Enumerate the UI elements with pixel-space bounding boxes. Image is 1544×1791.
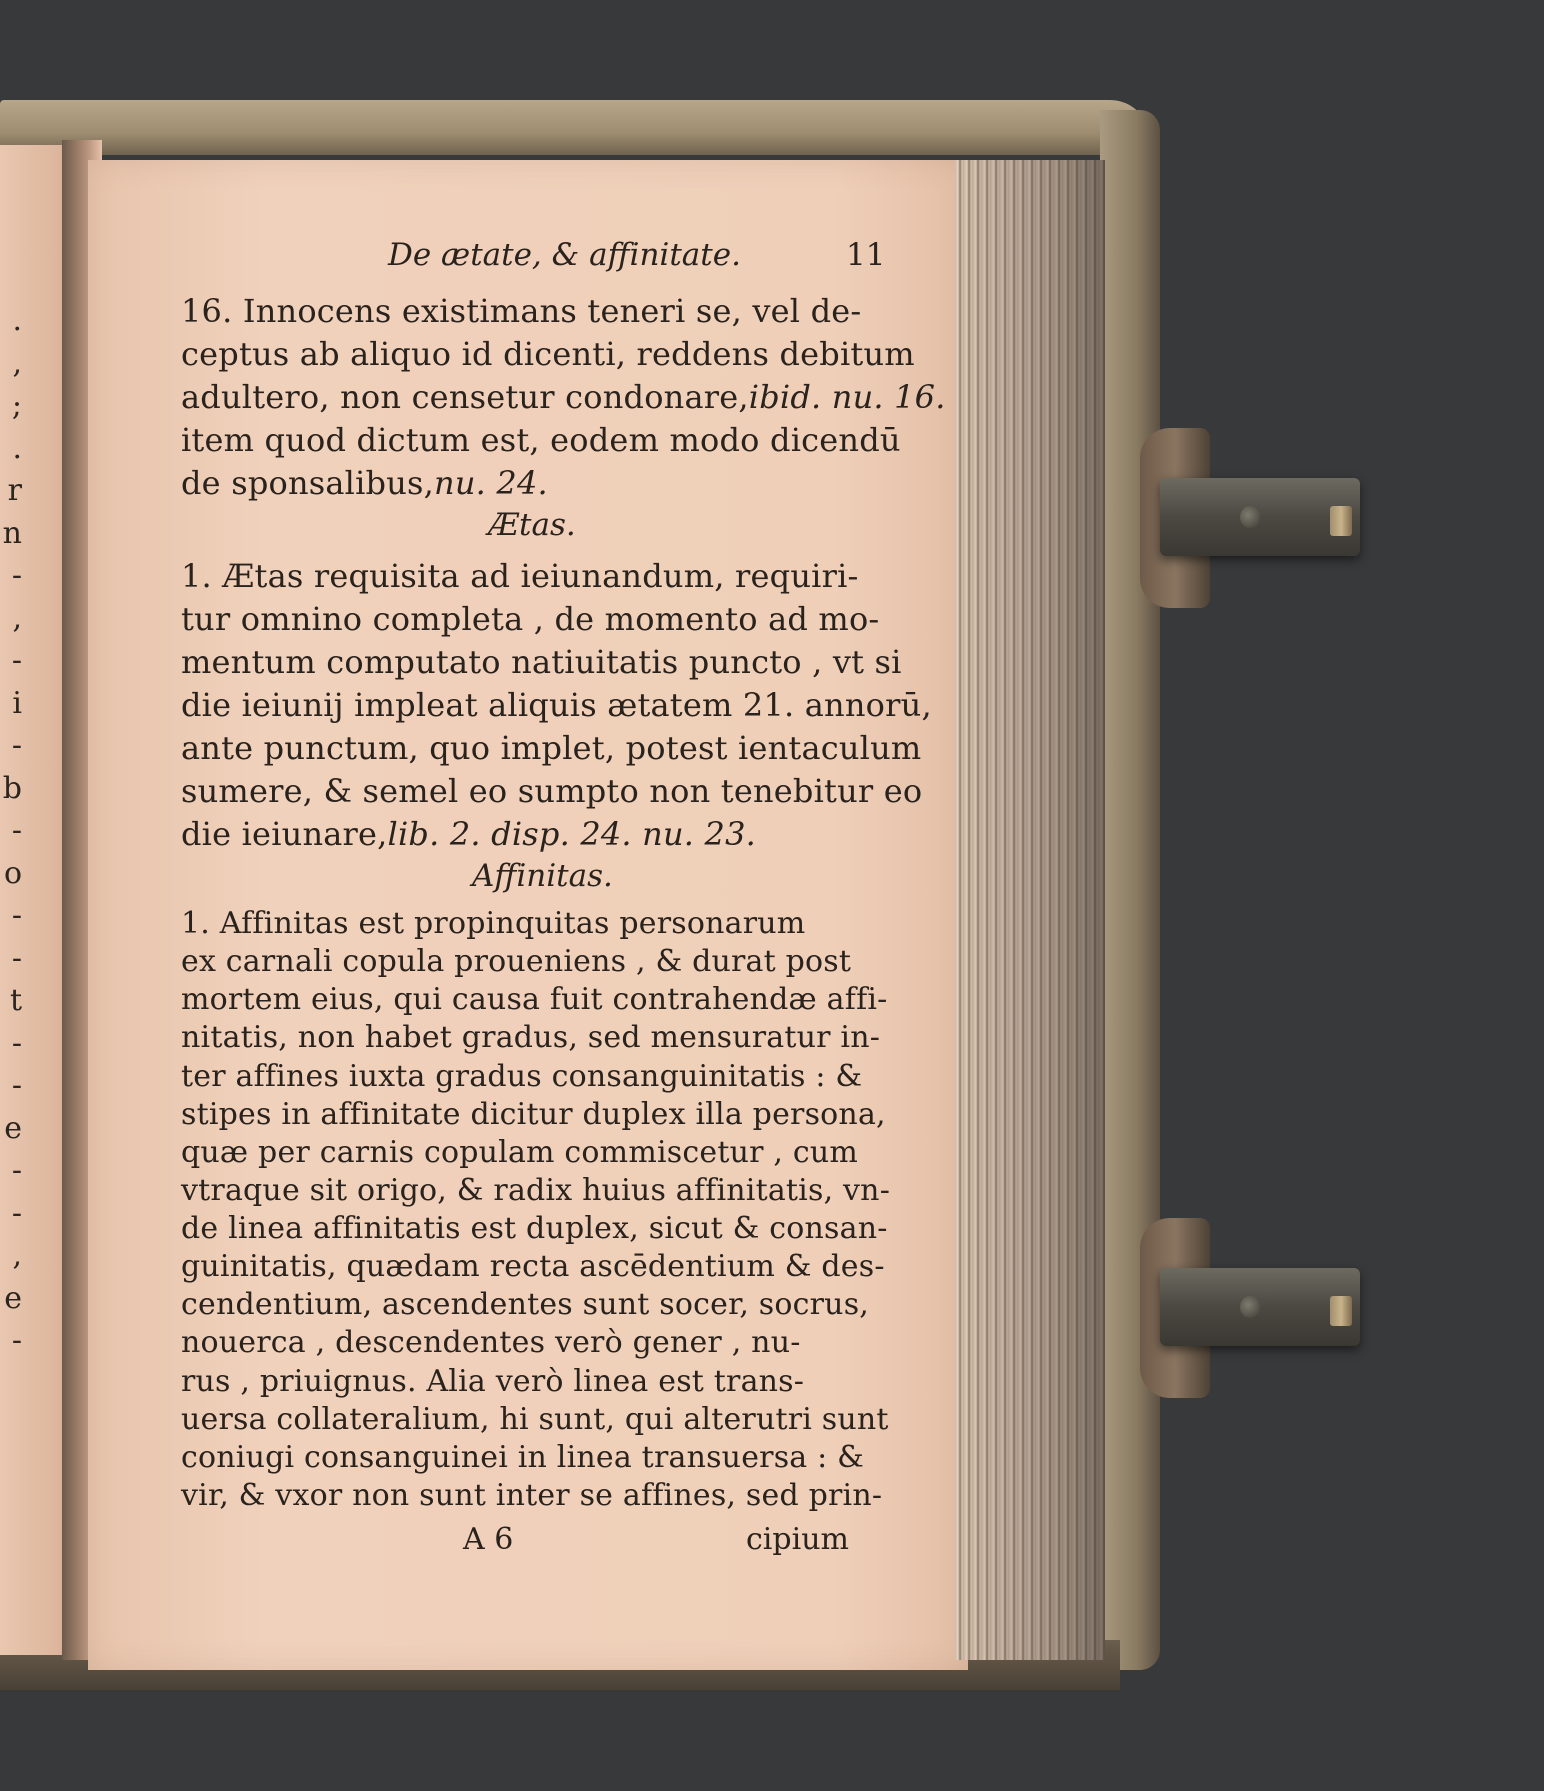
left-margin-char: ,	[12, 1238, 22, 1273]
text-line: cendentium, ascendentes sunt socer, socrus,	[181, 1287, 870, 1322]
text-line: stipes in affinitate dicitur duplex illa persona,	[181, 1097, 886, 1132]
text-line: 1. Ætas requisita ad ieiunandum, requiri-	[181, 557, 859, 595]
text-line: sumere, & semel eo sumpto non tenebitur eo	[181, 772, 923, 810]
book-cover-fore-edge	[1100, 110, 1160, 1670]
text-line: 1. Affinitas est propinquitas personarum	[181, 906, 806, 941]
left-margin-char: e	[4, 1110, 22, 1146]
text-line: guinitatis, quædam recta ascēdentium & des-	[181, 1249, 885, 1284]
text-line: vtraque sit origo, & radix huius affinitatis, vn-	[181, 1173, 891, 1208]
left-margin-char: -	[11, 1323, 22, 1358]
clasp-hinge	[1330, 1296, 1352, 1326]
text-line: ante punctum, quo implet, potest ientaculum	[181, 729, 922, 767]
book-cover-top	[0, 100, 1150, 155]
text-line: vir, & vxor non sunt inter se affines, sed prin-	[181, 1478, 883, 1513]
left-margin-char: t	[9, 983, 22, 1018]
text-line: uersa collateralium, hi sunt, qui alterutri sunt	[181, 1402, 889, 1437]
left-margin-char: r	[7, 473, 22, 508]
left-margin-char: n	[2, 515, 22, 551]
text-line: tur omnino completa , de momento ad mo-	[181, 600, 880, 638]
text-line: mortem eius, qui causa fuit contrahendæ affi-	[181, 982, 888, 1017]
text-line: nouerca , descendentes verò gener , nu-	[181, 1325, 801, 1360]
text-line-body: adultero, non censetur condonare,	[181, 378, 749, 416]
left-margin-char: -	[11, 898, 22, 933]
catchword: cipium	[746, 1522, 849, 1557]
left-margin-char: .	[12, 303, 22, 338]
text-line: die ieiunij impleat aliquis ætatem 21. annorū,	[181, 686, 932, 724]
left-margin-char: -	[11, 1068, 22, 1103]
text-line: 16. Innocens existimans teneri se, vel de-	[181, 292, 862, 330]
text-line: nitatis, non habet gradus, sed mensuratur in-	[181, 1020, 881, 1055]
left-margin-char: -	[11, 1025, 22, 1061]
text-line: coniugi consanguinei in linea transuersa : &	[181, 1440, 865, 1475]
text-line	[181, 815, 756, 853]
left-margin-char: o	[3, 855, 22, 891]
left-margin-char: i	[12, 685, 22, 721]
text-line-body: die ieiunare,	[181, 815, 388, 853]
left-margin-char: -	[11, 728, 22, 763]
clasp-rivet	[1240, 506, 1260, 528]
clasp-rivet	[1240, 1296, 1260, 1318]
clasp-hinge	[1330, 506, 1352, 536]
left-margin-char: ,	[12, 345, 22, 381]
citation-ref: nu. 24.	[434, 464, 548, 502]
left-margin-char: -	[11, 643, 22, 678]
page-block-shadow	[955, 160, 1105, 1660]
left-margin-char: -	[11, 1153, 22, 1188]
text-line: quæ per carnis copulam commiscetur , cum	[181, 1135, 859, 1170]
text-line: ceptus ab aliquo id dicenti, reddens debitum	[181, 335, 915, 373]
text-line-body: de sponsalibus,	[181, 464, 435, 502]
text-line: rus , priuignus. Alia verò linea est trans-	[181, 1364, 805, 1399]
text-line: de linea affinitatis est duplex, sicut & consan-	[181, 1211, 888, 1246]
text-line	[181, 464, 548, 502]
left-margin-char: -	[11, 1195, 22, 1231]
left-margin-char: .	[12, 430, 22, 466]
left-margin-char: -	[11, 940, 22, 976]
left-margin-char: b	[2, 770, 22, 806]
text-line	[181, 378, 946, 416]
signature-mark: A 6	[463, 1522, 514, 1557]
section-heading: Ætas.	[488, 507, 576, 543]
left-margin-char: ;	[11, 388, 22, 423]
left-margin-char: e	[4, 1280, 22, 1316]
citation-ref: ibid. nu. 16.	[748, 378, 946, 416]
text-line: mentum computato natiuitatis puncto , vt si	[181, 643, 902, 681]
text-line: item quod dictum est, eodem modo dicendū	[181, 421, 901, 459]
running-title: De ætate, & affinitate.	[388, 237, 741, 273]
text-line: ex carnali copula proueniens , & durat post	[181, 944, 852, 979]
citation-ref: lib. 2. disp. 24. nu. 23.	[387, 815, 757, 853]
section-heading: Affinitas.	[472, 858, 613, 894]
left-margin-char: -	[11, 813, 22, 848]
left-margin-char: ,	[12, 600, 22, 636]
text-line: ter affines iuxta gradus consanguinitatis : &	[181, 1059, 863, 1094]
left-margin-char: -	[11, 558, 22, 593]
left-page-text-fragments	[0, 300, 22, 1363]
folio-number: 11	[846, 237, 886, 273]
